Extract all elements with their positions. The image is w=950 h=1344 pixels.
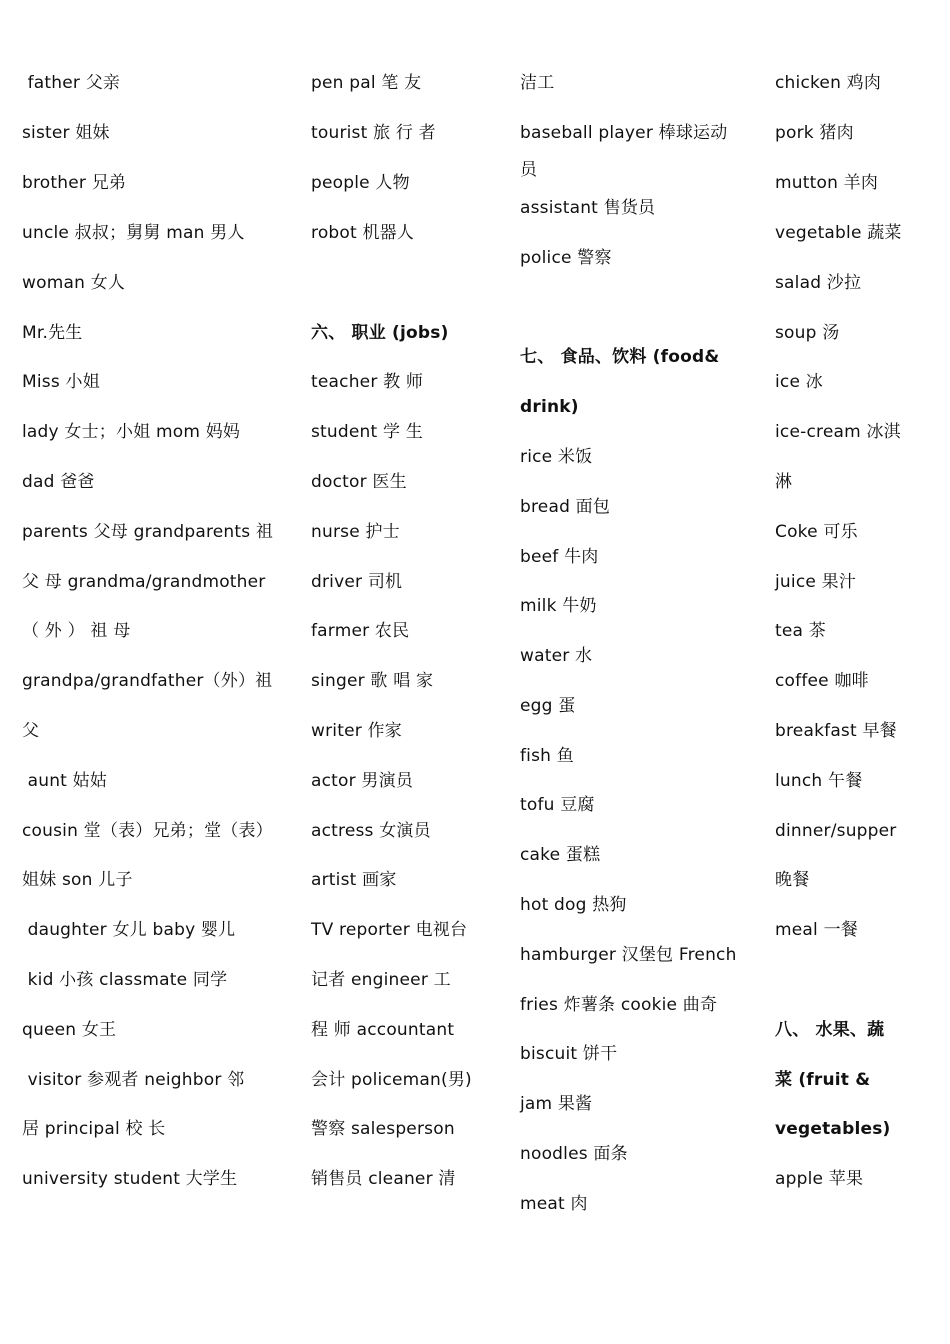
section-heading-fruit-cont: vegetables) [775, 1119, 891, 1139]
word-line: student 学 生 [311, 422, 423, 442]
word-line: university student 大学生 [22, 1169, 238, 1189]
word-line: writer 作家 [311, 721, 402, 741]
word-line: ice 冰 [775, 372, 823, 392]
section-heading-food-drink: 七、 食品、饮料 (food& [520, 347, 720, 367]
word-line: visitor 参观者 neighbor 邻 [22, 1070, 245, 1090]
word-line: salad 沙拉 [775, 273, 862, 293]
word-line: jam 果酱 [520, 1094, 593, 1114]
word-line: actor 男演员 [311, 771, 414, 791]
word-line: pen pal 笔 友 [311, 73, 422, 93]
word-line: Mr.先生 [22, 323, 83, 343]
word-line: meat 肉 [520, 1194, 588, 1214]
word-line: tourist 旅 行 者 [311, 123, 436, 143]
word-line: 居 principal 校 长 [22, 1119, 166, 1139]
section-heading-fruit-cont: 菜 (fruit & [775, 1070, 871, 1090]
word-line: aunt 姑姑 [22, 771, 108, 791]
word-line: pork 猪肉 [775, 123, 854, 143]
word-line: water 水 [520, 646, 593, 666]
word-line: bread 面包 [520, 497, 611, 517]
word-line: milk 牛奶 [520, 596, 597, 616]
word-line: TV reporter 电视台 [311, 920, 468, 940]
word-line: juice 果汁 [775, 572, 857, 592]
word-line: apple 苹果 [775, 1169, 864, 1189]
word-line: breakfast 早餐 [775, 721, 897, 741]
word-line: Miss 小姐 [22, 372, 100, 392]
word-line: 警察 salesperson [311, 1119, 455, 1139]
word-line: dad 爸爸 [22, 472, 95, 492]
word-line: coffee 咖啡 [775, 671, 869, 691]
word-line: singer 歌 唱 家 [311, 671, 434, 691]
word-line: 洁工 [520, 73, 555, 93]
word-line: farmer 农民 [311, 621, 410, 641]
word-line: 销售员 cleaner 清 [311, 1169, 456, 1189]
word-line: 晚餐 [775, 870, 810, 890]
word-line: sister 姐妹 [22, 123, 110, 143]
word-line: 员 [520, 160, 538, 180]
word-line: hamburger 汉堡包 French [520, 945, 737, 965]
word-line: driver 司机 [311, 572, 403, 592]
word-line: lunch 午餐 [775, 771, 863, 791]
word-line: brother 兄弟 [22, 173, 127, 193]
word-line: 程 师 accountant [311, 1020, 455, 1040]
word-line: doctor 医生 [311, 472, 407, 492]
word-line: beef 牛肉 [520, 547, 599, 567]
word-line: 会计 policeman(男) [311, 1070, 472, 1090]
word-line: soup 汤 [775, 323, 840, 343]
word-line: robot 机器人 [311, 223, 415, 243]
word-line: fish 鱼 [520, 746, 574, 766]
word-line: egg 蛋 [520, 696, 576, 716]
word-line: police 警察 [520, 248, 612, 268]
word-line: hot dog 热狗 [520, 895, 627, 915]
word-line: cousin 堂（表）兄弟；堂（表） [22, 821, 273, 841]
word-line: meal 一餐 [775, 920, 858, 940]
word-line: dinner/supper [775, 821, 897, 841]
word-line: fries 炸薯条 cookie 曲奇 [520, 995, 718, 1015]
word-line: 父 母 grandma/grandmother [22, 572, 266, 592]
word-line: father 父亲 [22, 73, 121, 93]
word-line: chicken 鸡肉 [775, 73, 882, 93]
section-heading-food-drink-cont: drink) [520, 397, 579, 417]
word-line: grandpa/grandfather（外）祖 [22, 671, 273, 691]
word-line: actress 女演员 [311, 821, 431, 841]
section-heading-jobs: 六、 职业 (jobs) [311, 323, 449, 343]
word-line: artist 画家 [311, 870, 397, 890]
word-line: uncle 叔叔；舅舅 man 男人 [22, 223, 245, 243]
word-line: daughter 女儿 baby 婴儿 [22, 920, 236, 940]
section-heading-fruit: 八、 水果、蔬 [775, 1020, 885, 1040]
word-line: tea 茶 [775, 621, 826, 641]
word-line: noodles 面条 [520, 1144, 628, 1164]
word-line: rice 米饭 [520, 447, 593, 467]
word-line: people 人物 [311, 173, 410, 193]
word-line: 父 [22, 721, 40, 741]
word-line: nurse 护士 [311, 522, 400, 542]
word-line: cake 蛋糕 [520, 845, 601, 865]
word-line: tofu 豆腐 [520, 795, 595, 815]
word-line: Coke 可乐 [775, 522, 858, 542]
word-line: ice-cream 冰淇 [775, 422, 901, 442]
word-line: （ 外 ） 祖 母 [22, 621, 131, 641]
word-line: vegetable 蔬菜 [775, 223, 902, 243]
word-line: 姐妹 son 儿子 [22, 870, 133, 890]
word-line: queen 女王 [22, 1020, 117, 1040]
word-line: kid 小孩 classmate 同学 [22, 970, 228, 990]
word-line: mutton 羊肉 [775, 173, 879, 193]
word-line: 记者 engineer 工 [311, 970, 451, 990]
word-line: biscuit 饼干 [520, 1044, 618, 1064]
word-line: baseball player 棒球运动 [520, 123, 728, 143]
word-line: parents 父母 grandparents 祖 [22, 522, 274, 542]
word-line: assistant 售货员 [520, 198, 656, 218]
word-line: teacher 教 师 [311, 372, 424, 392]
word-line: lady 女士；小姐 mom 妈妈 [22, 422, 241, 442]
word-line: woman 女人 [22, 273, 126, 293]
word-line: 淋 [775, 472, 793, 492]
